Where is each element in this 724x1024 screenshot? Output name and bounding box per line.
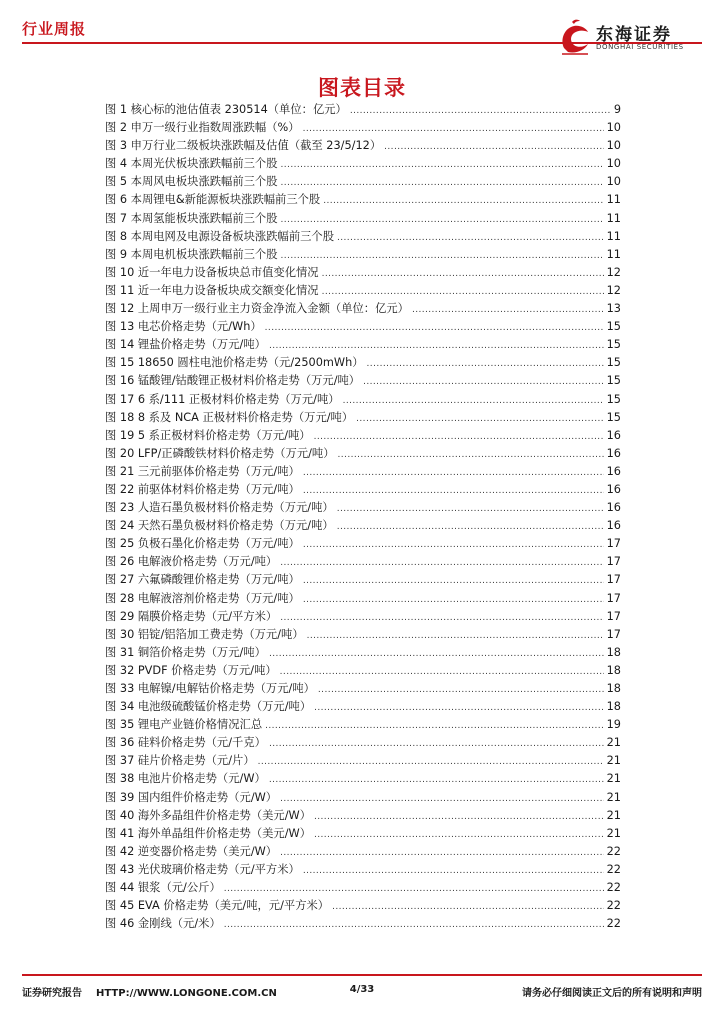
toc-entry[interactable]	[105, 119, 621, 137]
toc-entry-page: 17	[606, 627, 621, 641]
toc-dot-leader	[269, 645, 604, 663]
toc-entry-label: 图 35 锂电产业链价格情况汇总	[105, 718, 263, 732]
toc-entry[interactable]	[105, 427, 621, 445]
toc-entry[interactable]	[105, 662, 621, 680]
toc-entry[interactable]	[105, 228, 621, 246]
footer-website-link[interactable]: HTTP://WWW.LONGONE.COM.CN	[96, 988, 277, 999]
toc-entry-label: 图 9 本周电机板块涨跌幅前三个股	[105, 247, 278, 261]
toc-entry-page: 22	[606, 862, 621, 876]
toc-entry[interactable]	[105, 264, 621, 282]
toc-entry[interactable]	[105, 915, 621, 933]
toc-entry-label: 图 28 电解液溶剂价格走势（万元/吨）	[105, 591, 300, 605]
toc-dot-leader	[307, 627, 604, 645]
toc-entry-label: 图 3 申万行业二级板块涨跌幅及估值（截至 23/5/12）	[105, 139, 382, 153]
toc-entry-page: 17	[606, 609, 621, 623]
toc-dot-leader	[303, 536, 604, 554]
toc-entry-page: 17	[606, 591, 621, 605]
toc-entry-label: 图 31 铜箔价格走势（万元/吨）	[105, 645, 266, 659]
logo-english-name: DONGHAI SECURITIES	[596, 43, 684, 51]
toc-entry-label: 图 41 海外单晶组件价格走势（美元/W）	[105, 826, 311, 840]
toc-entry[interactable]	[105, 608, 621, 626]
toc-entry-page: 22	[606, 899, 621, 913]
table-of-figures	[105, 101, 621, 933]
toc-entry-page: 9	[613, 103, 621, 116]
toc-entry[interactable]	[105, 409, 621, 427]
toc-entry-label: 图 34 电池级硫酸锰价格走势（万元/吨）	[105, 700, 312, 714]
toc-entry-label: 图 13 电芯价格走势（元/Wh）	[105, 320, 262, 334]
toc-dot-leader	[367, 355, 604, 373]
toc-dot-leader	[224, 916, 604, 934]
toc-entry[interactable]	[105, 101, 621, 119]
toc-entry[interactable]	[105, 210, 621, 228]
toc-dot-leader	[337, 229, 604, 247]
page-number: 4/33	[349, 984, 375, 995]
toc-dot-leader	[412, 301, 604, 319]
toc-entry-page: 21	[606, 736, 621, 750]
toc-entry-page: 15	[606, 320, 621, 334]
toc-entry-label: 图 20 LFP/正磷酸铁材料价格走势（万元/吨）	[105, 446, 335, 460]
toc-entry-page: 10	[606, 139, 621, 153]
toc-entry[interactable]	[105, 879, 621, 897]
toc-entry-page: 12	[606, 265, 621, 279]
toc-entry-label: 图 18 8 系及 NCA 正极材料价格走势（万元/吨）	[105, 410, 354, 424]
toc-entry[interactable]	[105, 626, 621, 644]
toc-entry-label: 图 12 上周申万一级行业主力资金净流入金额（单位：亿元）	[105, 302, 409, 316]
toc-entry-page: 17	[606, 537, 621, 551]
toc-entry-page: 15	[606, 338, 621, 352]
footer-divider	[22, 974, 702, 976]
toc-dot-leader	[269, 337, 604, 355]
toc-entry[interactable]	[105, 698, 621, 716]
toc-entry[interactable]	[105, 752, 621, 770]
toc-entry-page: 15	[606, 410, 621, 424]
toc-entry-label: 图 39 国内组件价格走势（元/W）	[105, 790, 278, 804]
toc-entry-label: 图 17 6 系/111 正极材料价格走势（万元/吨）	[105, 392, 340, 406]
toc-entry-label: 图 40 海外多晶组件价格走势（美元/W）	[105, 808, 311, 822]
toc-dot-leader	[258, 753, 604, 771]
toc-entry[interactable]	[105, 499, 621, 517]
toc-entry-label: 图 5 本周风电板块涨跌幅前三个股	[105, 175, 278, 189]
toc-entry-label: 图 22 前驱体材料价格走势（万元/吨）	[105, 482, 300, 496]
toc-entry-page: 11	[606, 211, 621, 225]
toc-entry[interactable]	[105, 789, 621, 807]
toc-entry-page: 22	[606, 881, 621, 895]
toc-entry-label: 图 45 EVA 价格走势（美元/吨，元/平方米）	[105, 899, 330, 913]
toc-entry-label: 图 42 逆变器价格走势（美元/W）	[105, 844, 278, 858]
toc-entry[interactable]	[105, 680, 621, 698]
toc-entry[interactable]	[105, 318, 621, 336]
toc-entry-page: 18	[606, 700, 621, 714]
toc-dot-leader	[314, 808, 604, 826]
toc-entry-label: 图 1 核心标的池估值表 230514（单位：亿元）	[105, 103, 347, 116]
footer-report-type: 证券研究报告	[22, 988, 82, 999]
toc-dot-leader	[280, 790, 604, 808]
toc-entry-page: 16	[606, 501, 621, 515]
toc-entry-label: 图 19 5 系正极材料价格走势（万元/吨）	[105, 428, 311, 442]
toc-entry[interactable]	[105, 716, 621, 734]
toc-entry-page: 10	[606, 121, 621, 135]
toc-dot-leader	[337, 500, 604, 518]
toc-dot-leader	[338, 446, 604, 464]
toc-entry-page: 16	[606, 519, 621, 533]
toc-entry[interactable]	[105, 517, 621, 535]
toc-entry-label: 图 21 三元前驱体价格走势（万元/吨）	[105, 464, 300, 478]
toc-dot-leader	[265, 319, 604, 337]
toc-entry-page: 16	[606, 464, 621, 478]
toc-entry-page: 15	[606, 392, 621, 406]
toc-dot-leader	[337, 518, 604, 536]
toc-dot-leader	[281, 174, 604, 192]
toc-entry-label: 图 7 本周氢能板块涨跌幅前三个股	[105, 211, 278, 225]
toc-entry-label: 图 32 PVDF 价格走势（万元/吨）	[105, 663, 277, 677]
toc-entry-label: 图 33 电解镍/电解钴价格走势（万元/吨）	[105, 682, 315, 695]
toc-entry-page: 15	[606, 356, 621, 370]
toc-entry-label: 图 14 锂盐价格走势（万元/吨）	[105, 338, 266, 352]
toc-dot-leader	[322, 283, 604, 301]
dragon-logo-icon	[558, 18, 592, 58]
toc-entry[interactable]	[105, 590, 621, 608]
toc-entry[interactable]	[105, 155, 621, 173]
toc-dot-leader	[303, 591, 604, 609]
toc-dot-leader	[280, 663, 604, 681]
toc-dot-leader	[303, 464, 604, 482]
toc-entry[interactable]	[105, 481, 621, 499]
toc-entry-page: 11	[606, 229, 621, 243]
toc-dot-leader	[314, 428, 604, 446]
toc-entry-page: 21	[606, 790, 621, 804]
toc-entry[interactable]	[105, 843, 621, 861]
toc-entry-page: 13	[606, 302, 621, 316]
toc-entry-label: 图 25 负极石墨化价格走势（万元/吨）	[105, 537, 300, 551]
toc-entry-label: 图 2 申万一级行业指数周涨跌幅（%）	[105, 121, 300, 135]
toc-entry[interactable]	[105, 807, 621, 825]
toc-entry-label: 图 30 铝锭/铝箔加工费走势（万元/吨）	[105, 627, 304, 641]
toc-entry[interactable]	[105, 644, 621, 662]
toc-entry-label: 图 24 天然石墨负极材料价格走势（万元/吨）	[105, 519, 334, 533]
toc-dot-leader	[323, 192, 603, 210]
toc-entry-label: 图 26 电解液价格走势（万元/吨）	[105, 555, 278, 569]
report-category-tag: 行业周报	[22, 20, 87, 38]
toc-entry[interactable]	[105, 571, 621, 589]
toc-entry-label: 图 4 本周光伏板块涨跌幅前三个股	[105, 157, 278, 171]
toc-entry-page: 15	[606, 374, 621, 388]
toc-dot-leader	[384, 138, 603, 156]
toc-dot-leader	[224, 880, 604, 898]
toc-dot-leader	[303, 120, 604, 138]
toc-entry-page: 18	[606, 645, 621, 659]
toc-entry[interactable]	[105, 861, 621, 879]
toc-entry-page: 21	[606, 826, 621, 840]
toc-entry-page: 11	[606, 193, 621, 207]
toc-entry-label: 图 11 近一年电力设备板块成交额变化情况	[105, 283, 319, 297]
toc-entry-page: 16	[606, 428, 621, 442]
toc-entry-page: 10	[606, 157, 621, 171]
toc-entry[interactable]	[105, 734, 621, 752]
toc-entry[interactable]	[105, 300, 621, 318]
toc-entry-label: 图 29 隔膜价格走势（元/平方米）	[105, 609, 278, 623]
toc-dot-leader	[363, 373, 604, 391]
toc-entry[interactable]	[105, 354, 621, 372]
toc-dot-leader	[303, 482, 604, 500]
toc-entry[interactable]	[105, 282, 621, 300]
toc-entry-label: 图 46 金刚线（元/米）	[105, 917, 221, 931]
toc-entry[interactable]	[105, 173, 621, 191]
toc-entry-page: 11	[606, 247, 621, 261]
toc-dot-leader	[332, 898, 604, 916]
toc-entry[interactable]	[105, 825, 621, 843]
toc-entry-page: 16	[606, 446, 621, 460]
toc-entry-page: 21	[606, 772, 621, 786]
toc-entry-page: 21	[606, 754, 621, 768]
logo-chinese-name: 东海证券	[596, 25, 672, 45]
toc-entry-page: 19	[606, 718, 621, 732]
toc-entry[interactable]	[105, 445, 621, 463]
toc-dot-leader	[265, 717, 604, 735]
toc-entry[interactable]	[105, 463, 621, 481]
toc-dot-leader	[269, 735, 604, 753]
toc-entry-page: 21	[606, 808, 621, 822]
toc-entry-label: 图 36 硅料价格走势（元/千克）	[105, 736, 266, 750]
toc-dot-leader	[318, 681, 604, 699]
toc-dot-leader	[343, 392, 604, 410]
toc-entry-label: 图 6 本周锂电&新能源板块涨跌幅前三个股	[105, 193, 321, 207]
toc-entry-page: 22	[606, 844, 621, 858]
toc-dot-leader	[269, 771, 604, 789]
toc-entry-label: 图 44 银浆（元/公斤）	[105, 881, 221, 895]
toc-entry-label: 图 43 光伏玻璃价格走势（元/平方米）	[105, 862, 300, 876]
toc-entry[interactable]	[105, 246, 621, 264]
toc-entry[interactable]	[105, 553, 621, 571]
toc-entry-page: 12	[606, 283, 621, 297]
toc-dot-leader	[280, 844, 604, 862]
toc-dot-leader	[356, 410, 603, 428]
toc-entry-label: 图 37 硅片价格走势（元/片）	[105, 754, 255, 768]
toc-entry[interactable]	[105, 770, 621, 788]
toc-entry-label: 图 23 人造石墨负极材料价格走势（万元/吨）	[105, 501, 334, 515]
toc-entry-label: 图 38 电池片价格走势（元/W）	[105, 772, 266, 786]
toc-entry[interactable]	[105, 137, 621, 155]
toc-dot-leader	[281, 156, 604, 174]
toc-entry[interactable]	[105, 897, 621, 915]
footer-disclaimer: 请务必仔细阅读正文后的所有说明和声明	[522, 988, 702, 999]
toc-entry[interactable]	[105, 191, 621, 209]
toc-dot-leader	[314, 699, 604, 717]
toc-entry-page: 17	[606, 555, 621, 569]
toc-entry-label: 图 15 18650 圆柱电池价格走势（元/2500mWh）	[105, 356, 364, 370]
toc-entry-page: 17	[606, 573, 621, 587]
toc-entry-page: 18	[606, 682, 621, 695]
toc-entry-page: 22	[606, 917, 621, 931]
toc-entry-label: 图 16 锰酸锂/钴酸锂正极材料价格走势（万元/吨）	[105, 374, 361, 388]
toc-dot-leader	[314, 826, 604, 844]
toc-entry[interactable]	[105, 535, 621, 553]
toc-dot-leader	[350, 102, 611, 120]
toc-entry-page: 16	[606, 482, 621, 496]
toc-entry-label: 图 8 本周电网及电源设备板块涨跌幅前三个股	[105, 229, 335, 243]
toc-dot-leader	[303, 862, 604, 880]
page-title: 图表目录	[318, 76, 406, 100]
toc-dot-leader	[303, 572, 604, 590]
company-logo	[558, 18, 708, 58]
toc-entry[interactable]	[105, 391, 621, 409]
toc-dot-leader	[280, 554, 603, 572]
toc-entry[interactable]	[105, 372, 621, 390]
toc-dot-leader	[322, 265, 604, 283]
toc-entry[interactable]	[105, 336, 621, 354]
toc-dot-leader	[280, 609, 603, 627]
toc-entry-page: 10	[606, 175, 621, 189]
toc-entry-label: 图 10 近一年电力设备板块总市值变化情况	[105, 265, 319, 279]
toc-entry-label: 图 27 六氟磷酸锂价格走势（万元/吨）	[105, 573, 300, 587]
toc-dot-leader	[281, 211, 604, 229]
toc-entry-page: 18	[606, 663, 621, 677]
toc-dot-leader	[281, 247, 604, 265]
